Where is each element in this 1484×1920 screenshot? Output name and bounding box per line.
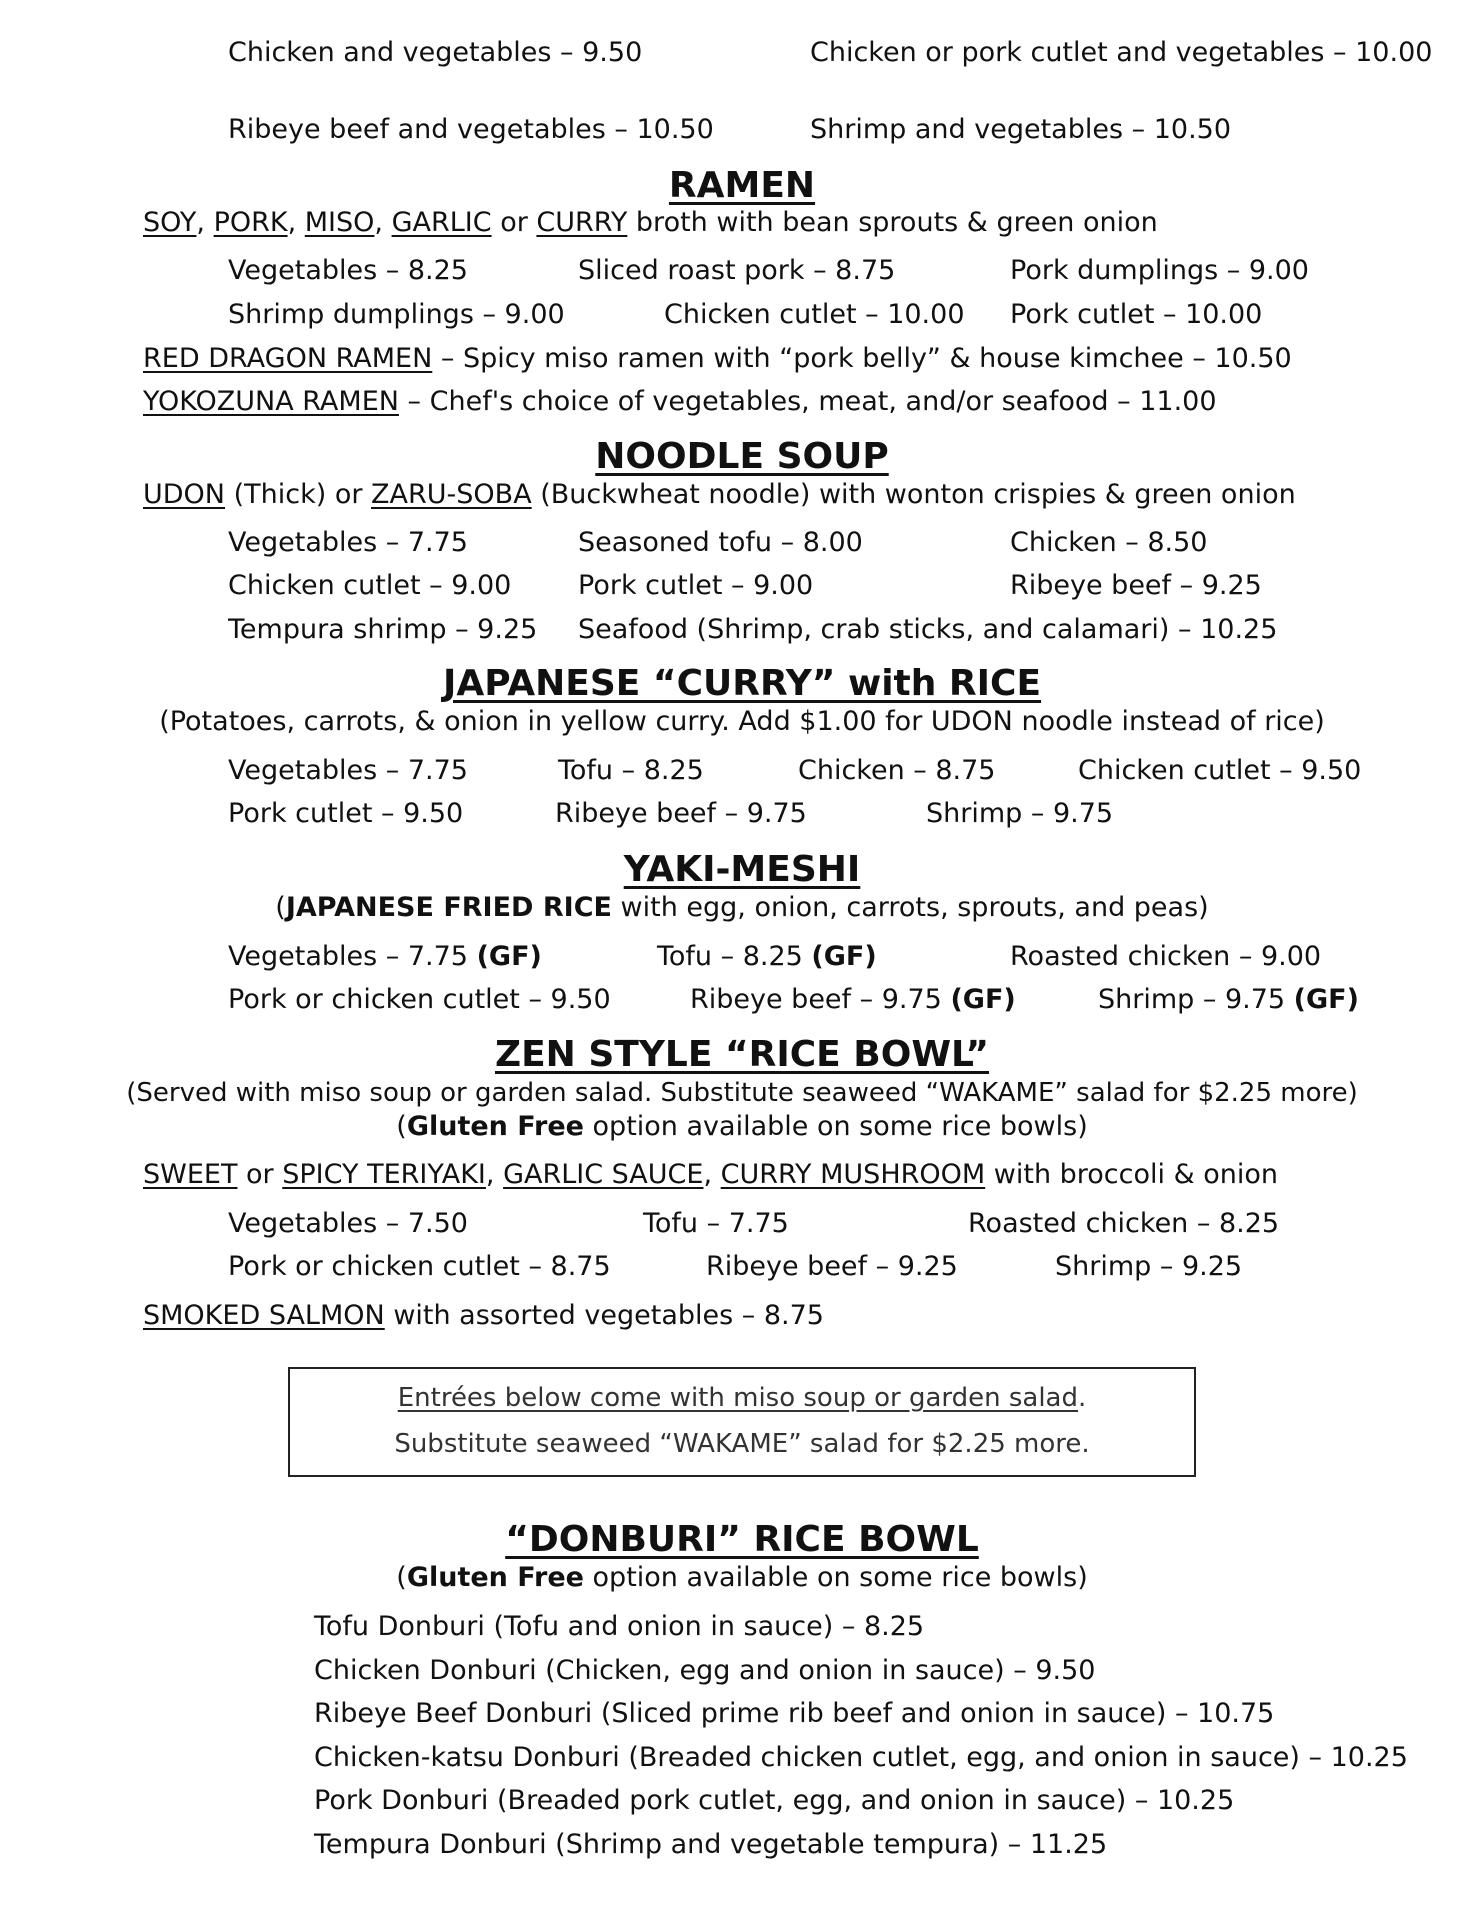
special-desc: – Chef's choice of vegetables, meat, and/or seafood – 11.00 [398, 386, 1217, 417]
menu-item: Vegetables – 7.50 [228, 1208, 468, 1239]
notice-period: . [1078, 1383, 1087, 1413]
zen-description: (Served with miso soup or garden salad. Substitute seaweed “WAKAME” salad for $2.25 more) [126, 1078, 1358, 1108]
menu-item: Chicken cutlet – 9.00 [228, 570, 512, 601]
noodle-soup-description [143, 478, 1296, 512]
item-name: SMOKED SALMON [143, 1300, 385, 1331]
donburi-gluten-note [0, 1561, 1484, 1595]
special-desc: – Spicy miso ramen with “pork belly” & house kimchee – 10.50 [432, 343, 1292, 374]
notice-box [288, 1367, 1196, 1477]
bold-text: JAPANESE FRIED RICE [285, 892, 612, 923]
description-text: option available on some rice bowls) [583, 1111, 1088, 1142]
ramen-special [143, 385, 1217, 419]
zen-gluten-note [0, 1110, 1484, 1144]
menu-item: Shrimp – 9.25 [1055, 1251, 1243, 1282]
menu-item: Chicken cutlet – 9.50 [1078, 755, 1362, 786]
bold-text: Gluten Free [406, 1562, 584, 1593]
noodle-note: (Thick) or [225, 479, 372, 510]
sauce-option: GARLIC SAUCE [503, 1159, 704, 1190]
section-heading-zen-rice-bowl: ZEN STYLE “RICE BOWL” [494, 1034, 989, 1075]
broth-option: SOY [143, 207, 197, 238]
notice-text: Entrées below come with miso soup or garden salad [397, 1383, 1078, 1413]
menu-item: Vegetables – 7.75 [228, 755, 468, 786]
description-text: with egg, onion, carrots, sprouts, and peas) [611, 892, 1209, 923]
notice-line-1 [290, 1381, 1194, 1415]
notice-line-2: Substitute seaweed “WAKAME” salad for $2.25 more. [394, 1429, 1090, 1459]
menu-item: Chicken Donburi (Chicken, egg and onion in sauce) – 9.50 [314, 1655, 1096, 1686]
menu-item: Ribeye beef – 9.25 [1010, 570, 1262, 601]
menu-item: Shrimp dumplings – 9.00 [228, 299, 565, 330]
item-label: Tofu – 8.25 [657, 941, 803, 972]
menu-item: Pork cutlet – 10.00 [1010, 299, 1263, 330]
gf-badge: (GF) [811, 941, 877, 972]
menu-item: Seafood (Shrimp, crab sticks, and calamari) – 10.25 [578, 614, 1278, 645]
menu-item: Vegetables – 7.75 [228, 527, 468, 558]
menu-item: Tofu – 8.25 [558, 755, 704, 786]
sauce-option: CURRY MUSHROOM [720, 1159, 986, 1190]
menu-item: Vegetables – 8.25 [228, 255, 468, 286]
menu-item: Ribeye beef and vegetables – 10.50 [228, 114, 714, 145]
ramen-special [143, 342, 1292, 376]
section-heading-noodle-soup: NOODLE SOUP [595, 436, 889, 477]
menu-item: Chicken – 8.75 [798, 755, 996, 786]
item-description: with assorted vegetables – 8.75 [384, 1300, 824, 1331]
item-label: Shrimp – 9.75 [1098, 984, 1286, 1015]
menu-item: Tempura shrimp – 9.25 [228, 614, 538, 645]
noodle-type: UDON [143, 479, 226, 510]
ramen-description: broth with bean sprouts & green onion [635, 207, 1158, 238]
noodle-type: ZARU-SOBA [371, 479, 532, 510]
menu-item: Pork Donburi (Breaded pork cutlet, egg, and onion in sauce) – 10.25 [314, 1785, 1235, 1816]
section-heading-curry: JAPANESE “CURRY” with RICE [442, 663, 1042, 704]
broth-option: CURRY [536, 207, 628, 238]
section-heading-donburi: “DONBURI” RICE BOWL [505, 1519, 979, 1560]
yakimeshi-description [0, 891, 1484, 925]
menu-item: Ribeye beef – 9.25 [706, 1251, 958, 1282]
sauce-description: with broccoli & onion [985, 1159, 1278, 1190]
item-label: Ribeye beef – 9.75 [690, 984, 942, 1015]
description-text: option available on some rice bowls) [583, 1562, 1088, 1593]
menu-item: Ribeye beef – 9.75 [555, 798, 807, 829]
menu-item: Pork cutlet – 9.50 [228, 798, 464, 829]
comma: , [703, 1159, 721, 1190]
broth-option: GARLIC [391, 207, 492, 238]
menu-item: Shrimp and vegetables – 10.50 [810, 114, 1232, 145]
menu-item: Sliced roast pork – 8.75 [578, 255, 896, 286]
menu-item: Tofu Donburi (Tofu and onion in sauce) – 8.25 [314, 1611, 925, 1642]
menu-item [1098, 983, 1359, 1017]
menu-item: Roasted chicken – 8.25 [968, 1208, 1280, 1239]
smoked-salmon-item [143, 1299, 824, 1333]
paren: ( [275, 892, 286, 923]
item-label: Vegetables – 7.75 [228, 941, 468, 972]
zen-sauce-line [143, 1158, 1278, 1192]
menu-item: Chicken-katsu Donburi (Breaded chicken cutlet, egg, and onion in sauce) – 10.25 [314, 1742, 1408, 1773]
menu-item: Roasted chicken – 9.00 [1010, 941, 1322, 972]
special-name: YOKOZUNA RAMEN [143, 386, 399, 417]
sauce-option: SPICY TERIYAKI [282, 1159, 486, 1190]
sauce-option: SWEET [143, 1159, 238, 1190]
menu-item [228, 940, 542, 974]
paren: ( [396, 1562, 407, 1593]
gf-badge: (GF) [950, 984, 1016, 1015]
special-name: RED DRAGON RAMEN [143, 343, 433, 374]
curry-description: (Potatoes, carrots, & onion in yellow curry. Add $1.00 for UDON noodle instead of rice) [159, 706, 1325, 737]
menu-item: Shrimp – 9.75 [926, 798, 1114, 829]
or-text: or [500, 207, 528, 238]
section-heading-ramen: RAMEN [668, 165, 816, 206]
bold-text: Gluten Free [406, 1111, 584, 1142]
menu-item: Pork or chicken cutlet – 8.75 [228, 1251, 611, 1282]
menu-item: Seasoned tofu – 8.00 [578, 527, 863, 558]
menu-item: Chicken or pork cutlet and vegetables – 10.00 [810, 37, 1433, 68]
menu-item: Pork cutlet – 9.00 [578, 570, 814, 601]
menu-item [657, 940, 877, 974]
menu-item: Tofu – 7.75 [643, 1208, 789, 1239]
paren: ( [396, 1111, 407, 1142]
menu-item [690, 983, 1016, 1017]
or-text: or [237, 1159, 283, 1190]
gf-badge: (GF) [1293, 984, 1359, 1015]
menu-item: Ribeye Beef Donburi (Sliced prime rib beef and onion in sauce) – 10.75 [314, 1698, 1275, 1729]
menu-item: Pork or chicken cutlet – 9.50 [228, 984, 611, 1015]
menu-item: Chicken cutlet – 10.00 [664, 299, 965, 330]
comma: , [485, 1159, 504, 1190]
noodle-note: (Buckwheat noodle) with wonton crispies & green onion [531, 479, 1296, 510]
menu-item: Pork dumplings – 9.00 [1010, 255, 1309, 286]
gf-badge: (GF) [476, 941, 542, 972]
menu-item: Chicken and vegetables – 9.50 [228, 37, 643, 68]
section-heading-yakimeshi: YAKI-MESHI [623, 849, 861, 890]
menu-item: Tempura Donburi (Shrimp and vegetable tempura) – 11.25 [314, 1829, 1108, 1860]
broth-option: PORK [213, 207, 288, 238]
broth-option: MISO [304, 207, 375, 238]
menu-item: Chicken – 8.50 [1010, 527, 1208, 558]
ramen-broth-line: SOY, PORK, MISO, GARLIC or CURRY broth with bean sprouts & green onion [143, 207, 1158, 238]
